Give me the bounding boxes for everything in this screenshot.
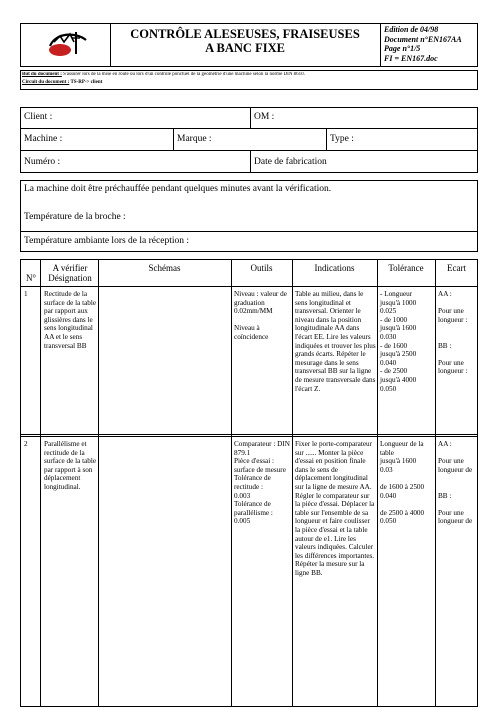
table-col-line-4 — [292, 259, 293, 707]
company-logo — [46, 28, 92, 62]
row-1-ecart: AA : Pour une longueur : BB : Pour une longueur : — [438, 290, 468, 376]
spindle-temperature-label: Température de la broche : — [24, 212, 126, 222]
marque-field-label: Marque : — [177, 134, 212, 144]
client-field-label: Client : — [24, 112, 53, 122]
table-col-line-5 — [377, 259, 378, 707]
row-2-tools: Comparateur : DIN 879.1 Pièce d'essai : surface de mesure Tolérance de rectitude : 0.003 Tolérance de parallélisme : 0.005 — [234, 440, 290, 526]
table-col-line-1 — [40, 259, 41, 707]
preheat-note: La machine doit être préchauffée pendant quelques minutes avant la vérification. — [24, 184, 332, 194]
document-title: CONTRÔLE ALESEUSES, FRAISEUSES A BANC FIXE — [130, 27, 360, 55]
form-col-fabrication — [250, 150, 251, 173]
purpose-label: But du document : — [22, 72, 62, 77]
table-row-line-thin — [20, 436, 478, 437]
col-header-tools: Outils — [250, 263, 273, 273]
form-col-marque — [173, 128, 174, 150]
circuit-line — [22, 80, 476, 86]
machine-field-label: Machine : — [24, 134, 63, 144]
edition-date: Edition de 04/98 — [384, 25, 439, 34]
table-col-line-3 — [231, 259, 232, 707]
page-number: Page n°1/5 — [384, 44, 421, 54]
document-meta — [384, 25, 478, 63]
table-header-line — [20, 286, 478, 287]
document-number: Document n°EN167AA — [384, 34, 462, 44]
col-header-tolerance: Tolérance — [388, 263, 424, 273]
notes-line — [20, 231, 478, 232]
header-divider-1 — [110, 23, 111, 67]
table-col-line-2 — [98, 259, 99, 707]
row-1-indications: Table au milieu, dans le sens longitudinal et transversal. Orienter le niveau dans la position longitudinale AA dans l'écart EE. Lire les valeurs indiquées et trouver les plus grands écarts. Répéter le mesurage dans le sens transversal BB sur la ligne de mesure transversale dans l'écart Z. — [295, 290, 376, 393]
ambient-temperature-label: Température ambiante lors de la réception : — [24, 236, 189, 246]
file-name: FI = EN167.doc — [384, 53, 438, 63]
table-col-line-6 — [435, 259, 436, 707]
col-header-no: N° — [25, 273, 37, 283]
header-divider-2 — [380, 23, 381, 67]
table-row-line — [20, 434, 478, 435]
row-2-designation: Parallélisme et rectitude de la surface de la table par rapport à son déplacement longitudinal. — [44, 440, 97, 491]
circuit-label: Circuit du document : — [22, 80, 70, 85]
form-col-type — [326, 128, 327, 150]
fabrication-date-label: Date de fabrication — [254, 157, 327, 167]
numero-field-label: Numéro : — [24, 157, 61, 167]
type-field-label: Type : — [330, 134, 354, 144]
row-1-tools: Niveau : valeur de graduation 0.02mm/MM Niveau à coïncidence — [234, 290, 287, 341]
row-2-number: 2 — [24, 440, 28, 448]
col-header-indications: Indications — [314, 263, 355, 273]
row-2-tolerance: Longueur de la table jusqu'à 1600 0.03 de 1600 à 2500 0.040 de 2500 à 4000 0.050 — [380, 440, 425, 526]
col-header-verify: A vérifier Désignation — [48, 263, 92, 283]
form-row-line-2 — [20, 150, 478, 151]
col-header-ecart: Ecart — [447, 263, 466, 273]
form-col-om — [250, 107, 251, 128]
form-row-line-1 — [20, 128, 478, 129]
row-1-tolerance: - Longueur jusqu'à 1000 0.025 - de 1000 jusqu'à 1600 0.030 - de 1600 jusqu'à 2500 0.040 - de 2500 jusqu'à 4000 0.050 — [380, 290, 417, 393]
row-2-ecart: AA : Pour une longueur de BB : Pour une longueur de — [438, 440, 473, 526]
om-field-label: OM : — [254, 112, 275, 122]
purpose-line — [22, 72, 476, 78]
row-1-designation: Rectitude de la surface de la table par rapport aux glissières dans le sens longitudinal AA et le sens transversal BB — [44, 290, 97, 350]
circuit-text: TS-RP-> client — [69, 80, 103, 85]
client-form-frame — [20, 107, 478, 173]
row-1-number: 1 — [24, 290, 28, 298]
col-header-schemas: Schémas — [148, 263, 181, 273]
purpose-text: S'assurer lors de la mise en route ou lors d'un contrôle ponctuel de la géométrie d'une machine selon la norme DIN 8610. — [61, 72, 305, 77]
row-2-indications: Fixer le porte-comparateur sur ...... Monter la pièce d'essai en position finale dans le sens de déplacement longitudinal sur la ligne de mesure AA. Régler le comparateur sur la pièce d'essai. Déplacer la table sur l'ensemble de sa longueur et faire coulisser la pièce d'essai et la table autour de e1. Lire les valeurs indiquées. Calculer les différences importantes. Répéter la mesure sur la ligne BB. — [295, 440, 375, 577]
